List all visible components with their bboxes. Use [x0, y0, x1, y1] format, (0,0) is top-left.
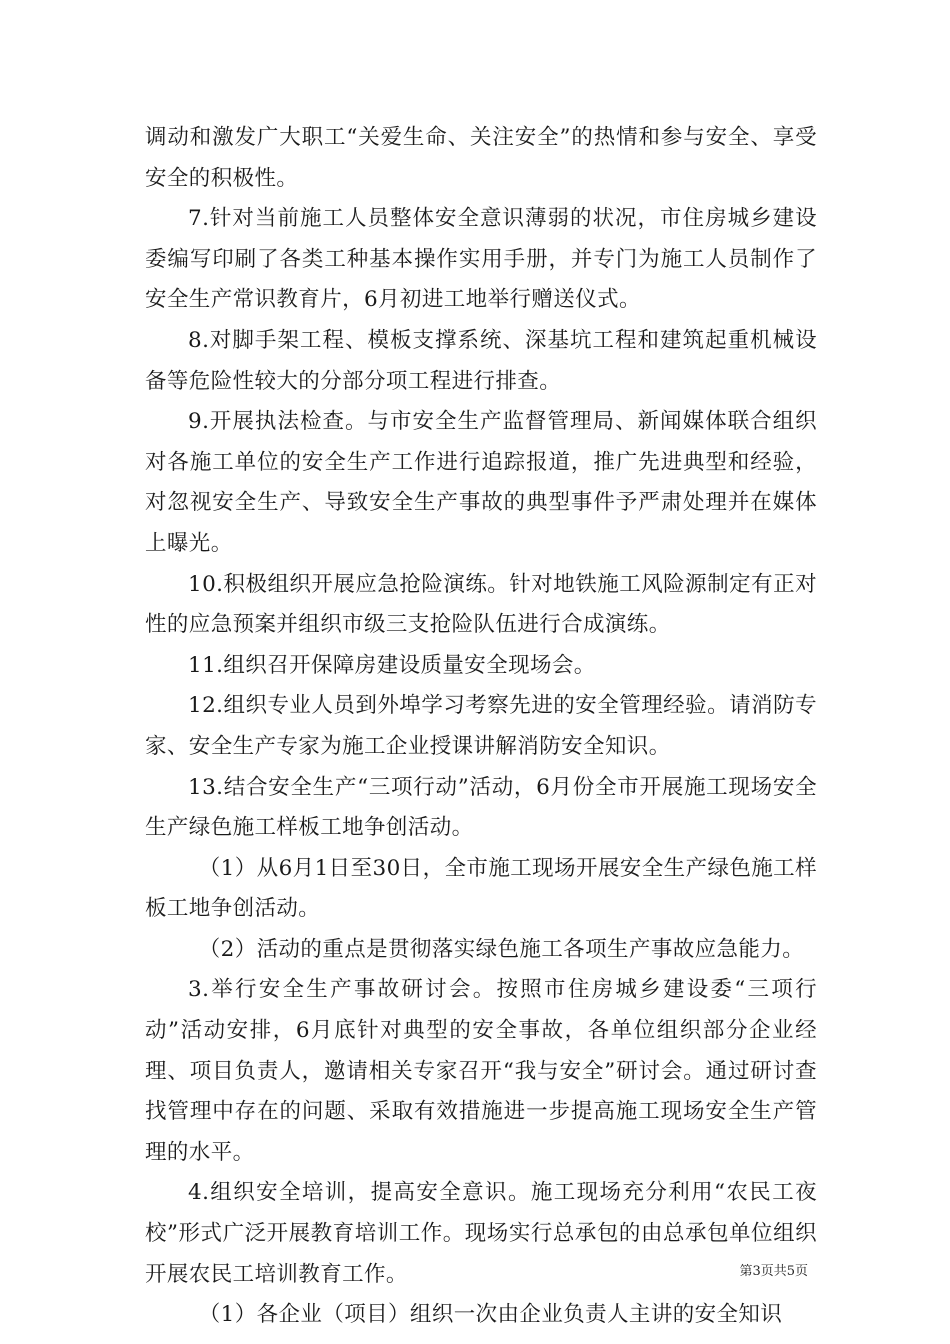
paragraph-item-13: 13.结合安全生产“三项行动”活动，6月份全市开展施工现场安全生产绿色施工样板工地争创活动。 [145, 774, 817, 841]
document-body [145, 118, 817, 1336]
paragraph-item-9: 9.开展执法检查。与市安全生产监督管理局、新闻媒体联合组织对各施工单位的安全生产工作进行追踪报道，推广先进典型和经验，对忽视安全生产、导致安全生产事故的典型事件予严肃处理并在媒体上曝光。 [145, 409, 817, 556]
paragraph-item-10: 10.积极组织开展应急抢险演练。针对地铁施工风险源制定有正对性的应急预案并组织市级三支抢险队伍进行合成演练。 [145, 571, 817, 638]
paragraph-item-7: 7.针对当前施工人员整体安全意识薄弱的状况，市住房城乡建设委编写印刷了各类工种基本操作实用手册，并专门为施工人员制作了安全生产常识教育片，6月初进工地举行赠送仪式。 [145, 206, 817, 313]
paragraph-continuation: 调动和激发广大职工“关爱生命、关注安全”的热情和参与安全、享受安全的积极性。 [145, 125, 817, 191]
paragraph-subitem-1-training: （1）各企业（项目）组织一次由企业负责人主讲的安全知识 [198, 1302, 783, 1328]
paragraph-item-4: 4.组织安全培训，提高安全意识。施工现场充分利用“农民工夜校”形式广泛开展教育培训工作。现场实行总承包的由总承包单位组织开展农民工培训教育工作。 [145, 1180, 817, 1287]
paragraph-item-12: 12.组织专业人员到外埠学习考察先进的安全管理经验。请消防专家、安全生产专家为施工企业授课讲解消防安全知识。 [145, 693, 817, 759]
page-number-footer: 第3页共5页 [739, 1264, 808, 1279]
paragraph-subitem-2: （2）活动的重点是贯彻落实绿色施工各项生产事故应急能力。 [198, 936, 805, 962]
paragraph-item-11: 11.组织召开保障房建设质量安全现场会。 [188, 652, 596, 678]
paragraph-item-3: 3.举行安全生产事故研讨会。按照市住房城乡建设委“三项行动”活动安排，6月底针对典型的安全事故，各单位组织部分企业经理、项目负责人，邀请相关专家召开“我与安全”研讨会。通过研讨查找管理中存在的问题、采取有效措施进一步提高施工现场安全生产管理的水平。 [145, 977, 817, 1165]
paragraph-item-8: 8.对脚手架工程、模板支撑系统、深基坑工程和建筑起重机械设备等危险性较大的分部分项工程进行排查。 [145, 327, 817, 394]
paragraph-subitem-1: （1）从6月1日至30日，全市施工现场开展安全生产绿色施工样板工地争创活动。 [145, 855, 817, 922]
